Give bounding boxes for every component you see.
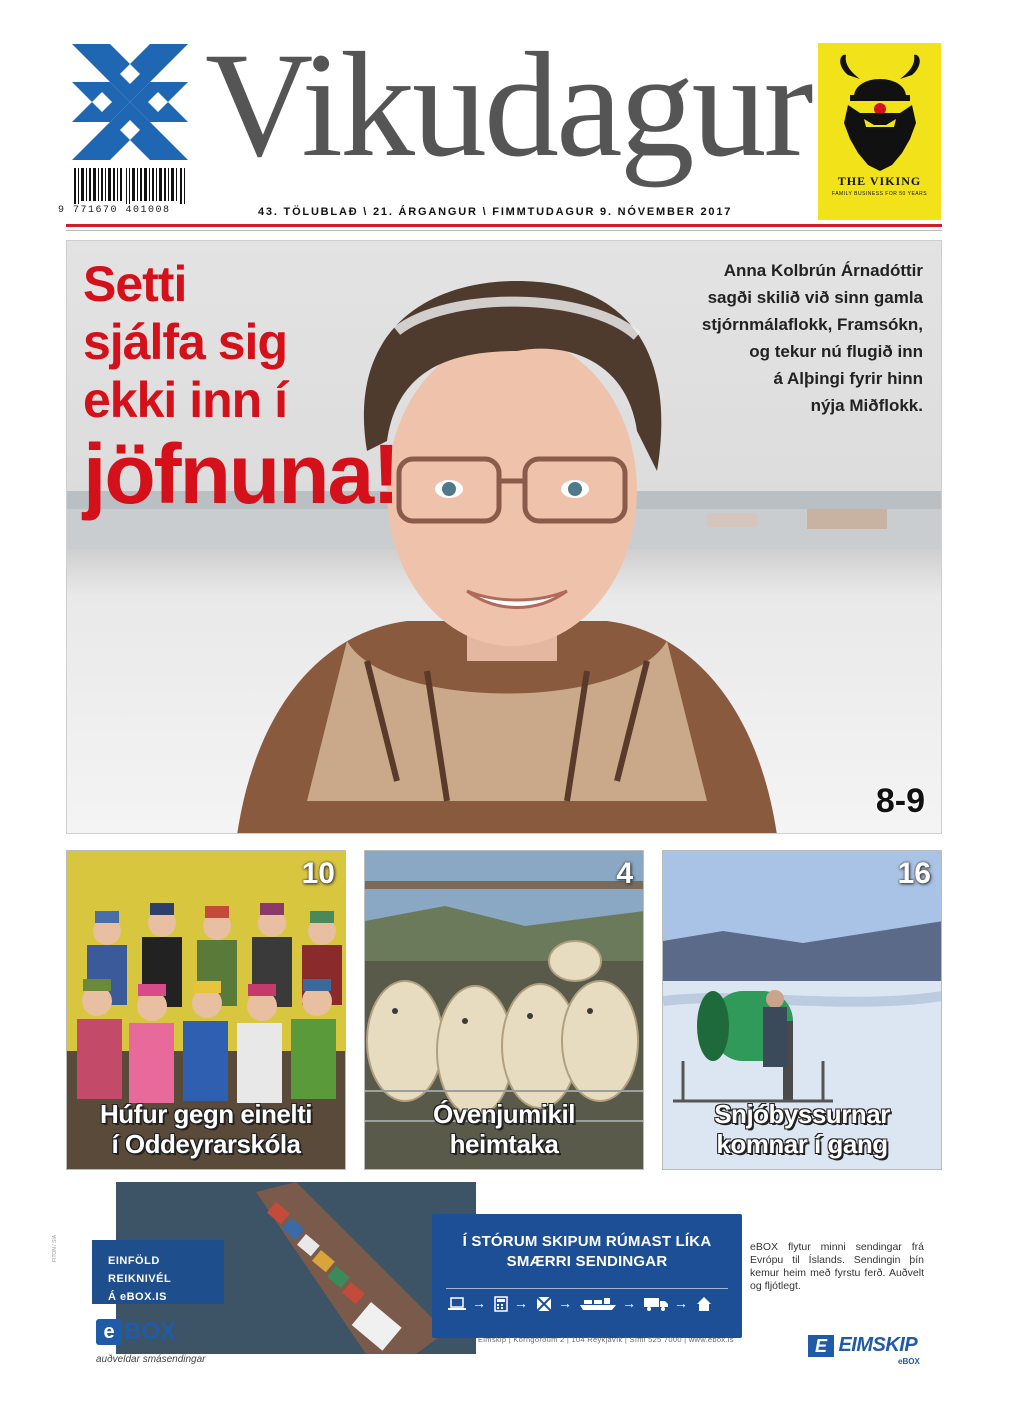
teaser-caption-line-1: Snjóbyssurnar bbox=[714, 1099, 890, 1129]
ad-calculator-box[interactable] bbox=[92, 1240, 224, 1304]
laptop-icon bbox=[448, 1296, 466, 1312]
teaser-page-number: 16 bbox=[897, 857, 931, 890]
headline-line-4: jöfnuna! bbox=[83, 427, 399, 521]
intro-line-6: nýja Miðflokk. bbox=[810, 396, 923, 415]
masthead-divider bbox=[66, 224, 942, 227]
viking-brand-name: THE VIKING bbox=[837, 174, 922, 188]
intro-line-4: og tekur nú flugið inn bbox=[749, 342, 923, 361]
viking-advertisement[interactable] bbox=[818, 43, 941, 220]
teaser-caption-line-2: komnar í gang bbox=[716, 1129, 888, 1159]
teaser-caption bbox=[67, 1099, 345, 1159]
ad-banner-line-1: Í STÓRUM SKIPUM RÚMAST LÍKA bbox=[462, 1233, 712, 1250]
ebox-logo bbox=[96, 1318, 176, 1346]
headline-line-1: Setti bbox=[83, 256, 187, 312]
eimskip-logo-text: EIMSKIP bbox=[838, 1334, 918, 1356]
ebox-logo-text: BOX bbox=[124, 1318, 177, 1345]
ebox-tagline: auðveldar smásendingar bbox=[96, 1354, 206, 1365]
teaser-caption bbox=[365, 1099, 643, 1159]
barcode-number: 9 771670 401008 bbox=[58, 205, 171, 216]
arrow-icon: → bbox=[514, 1295, 528, 1311]
ad-body-text: eBOX flytur minni sendingar frá Evrópu til Íslands. Sendingin þín kemur heim með fyrstu ferð. Auðvelt og fljótlegt. bbox=[750, 1241, 924, 1292]
ad-calculator-line-1: EINFÖLD REIKNIVÉL bbox=[108, 1255, 172, 1285]
ebox-small-logo: eBOX bbox=[898, 1357, 920, 1366]
ad-banner-line-2: SMÆRRI SENDINGAR bbox=[506, 1253, 668, 1270]
teaser-page-number: 10 bbox=[301, 857, 335, 890]
teaser-caption-line-1: Húfur gegn einelti bbox=[100, 1099, 312, 1129]
cover-intro-text bbox=[623, 257, 923, 419]
arrow-icon: → bbox=[622, 1295, 636, 1311]
cover-photo[interactable] bbox=[66, 240, 942, 834]
teaser-caption bbox=[663, 1099, 941, 1159]
newspaper-title: Vikudagur bbox=[205, 22, 811, 188]
arrow-icon: → bbox=[558, 1295, 572, 1311]
teaser-caption-line-2: í Oddeyrarskóla bbox=[111, 1129, 301, 1159]
teaser-sheep-article[interactable] bbox=[364, 850, 644, 1170]
viking-head-icon bbox=[834, 53, 926, 171]
viking-tagline: FAMILY BUSINESS FOR 50 YEARS bbox=[831, 191, 928, 197]
ad-contact-footer: Eimskip | Korngörðum 2 | 104 Reykjavík | Sími 525 7000 | www.ebox.is bbox=[478, 1335, 734, 1344]
cover-headline bbox=[83, 255, 398, 519]
truck-icon bbox=[644, 1296, 668, 1312]
barcode-image bbox=[72, 168, 188, 204]
masthead-thin-divider bbox=[66, 230, 942, 231]
teaser-hats-article[interactable] bbox=[66, 850, 346, 1170]
shipping-steps bbox=[448, 1296, 732, 1320]
eimskip-logo-mark: E bbox=[808, 1335, 834, 1357]
teaser-snow-cannons-article[interactable] bbox=[662, 850, 942, 1170]
ad-banner-divider bbox=[446, 1288, 728, 1289]
teaser-caption-line-2: heimtaka bbox=[449, 1129, 559, 1159]
intro-line-1: Anna Kolbrún Árnadóttir bbox=[723, 261, 923, 280]
ad-banner-headline bbox=[432, 1232, 742, 1272]
ship-icon bbox=[580, 1296, 616, 1312]
ebox-logo-mark: e bbox=[96, 1319, 122, 1345]
cover-page-reference: 8-9 bbox=[875, 782, 925, 820]
vikudagur-star-logo bbox=[72, 44, 188, 160]
arrow-icon: → bbox=[472, 1295, 486, 1311]
intro-line-2: sagði skilið við sinn gamla bbox=[707, 288, 923, 307]
eimskip-logo bbox=[808, 1334, 917, 1357]
intro-line-3: stjórnmálaflokk, Framsókn, bbox=[701, 315, 923, 334]
headline-line-3: ekki inn í bbox=[83, 372, 287, 428]
ad-banner[interactable] bbox=[432, 1214, 742, 1338]
home-icon bbox=[696, 1296, 712, 1312]
intro-line-5: á Alþingi fyrir hinn bbox=[773, 369, 923, 388]
teaser-page-number: 4 bbox=[616, 857, 633, 890]
calculator-icon bbox=[494, 1296, 508, 1312]
arrow-icon: → bbox=[674, 1295, 688, 1311]
ad-agency-credit: FITON / SÍA bbox=[52, 1234, 58, 1262]
issue-line: 43. TÖLUBLAÐ \ 21. ÁRGANGUR \ FIMMTUDAGUR 9. NÓVEMBER 2017 bbox=[258, 206, 733, 218]
package-icon bbox=[536, 1296, 552, 1312]
teaser-caption-line-1: Óvenjumikil bbox=[433, 1099, 575, 1129]
ad-calculator-line-2: Á eBOX.IS bbox=[108, 1291, 167, 1303]
headline-line-2: sjálfa sig bbox=[83, 314, 287, 370]
